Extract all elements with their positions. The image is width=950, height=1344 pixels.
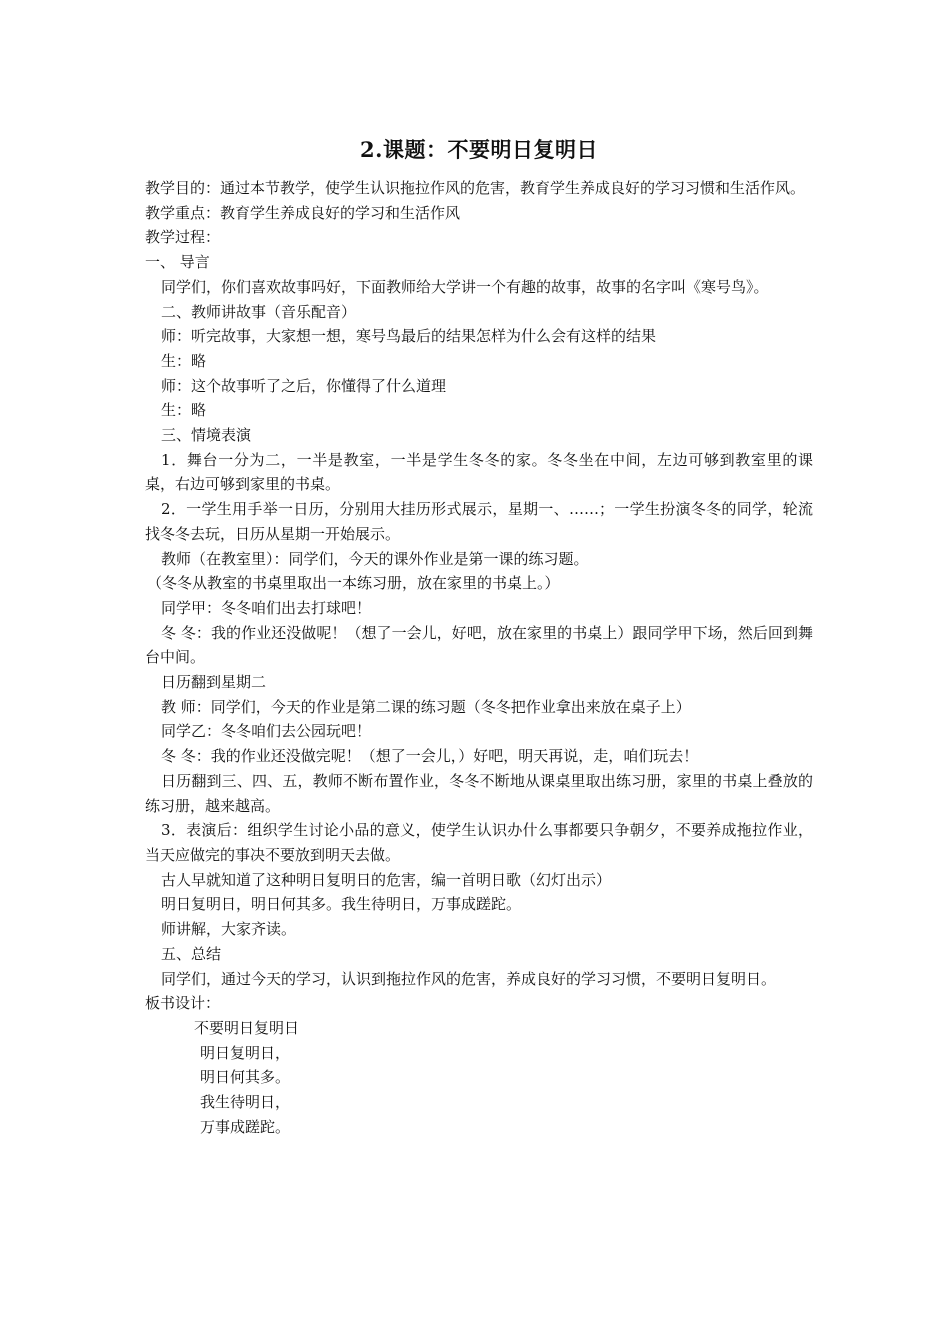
poem-intro: 古人早就知道了这种明日复明日的危害，编一首明日歌（幻灯出示） [161, 870, 612, 889]
board-line: 明日何其多。 [200, 1068, 291, 1087]
teacher-line-2: 教 师：同学们，今天的作业是第二课的练习题（冬冬把作业拿出来放在桌子上） [161, 697, 691, 716]
teaching-purpose: 教学目的：通过本节教学，使学生认识拖拉作风的危害，教育学生养成良好的学习习惯和生活作风。 [145, 179, 806, 197]
intro-paragraph: 同学们，你们喜欢故事吗好，下面教师给大学讲一个有趣的故事，故事的名字叫《寒号鸟》。 [161, 277, 769, 296]
document-title: 2.课题：不要明日复明日 [360, 137, 598, 162]
student-answer-1: 生：略 [161, 351, 207, 370]
performance-step-1: 1．舞台一分为二，一半是教室，一半是学生冬冬的家。冬冬坐在中间，左边可够到教室里的课桌，右边可够到家里的书桌。 [145, 450, 813, 494]
board-line: 明日复明日， [200, 1043, 291, 1062]
dongdong-line-2: 冬 冬：我的作业还没做完呢！（想了一会儿，）好吧，明天再说，走，咱们玩去！ [161, 747, 699, 766]
section-heading-performance: 三、情境表演 [161, 426, 252, 445]
board-line: 万事成蹉跎。 [200, 1117, 291, 1136]
teacher-line-1: 教师（在教室里）：同学们，今天的课外作业是第一课的练习题。 [161, 549, 589, 568]
student-answer-2: 生：略 [161, 401, 207, 420]
calendar-later-days: 日历翻到三、四、五，教师不断布置作业，冬冬不断地从课桌里取出练习册，家里的书桌上叠放的练习册，越来越高。 [145, 771, 813, 815]
section-heading-story: 二、教师讲故事（音乐配音） [161, 302, 357, 321]
teaching-focus: 教学重点：教育学生养成良好的学习和生活作风 [145, 203, 461, 222]
board-title: 不要明日复明日 [194, 1018, 300, 1037]
board-design [145, 1016, 813, 1140]
teacher-question-1: 师：听完故事，大家想一想，寒号鸟最后的结果怎样为什么会有这样的结果 [161, 327, 657, 346]
board-design-heading: 板书设计： [145, 994, 221, 1013]
teaching-process-heading: 教学过程： [145, 228, 221, 247]
summary-paragraph: 同学们，通过今天的学习，认识到拖拉作风的危害，养成良好的学习习惯，不要明日复明日。 [161, 969, 777, 988]
stage-direction-1: （冬冬从教室的书桌里取出一本练习册，放在家里的书桌上。） [147, 574, 560, 593]
document-page [145, 134, 813, 1139]
calendar-tuesday: 日历翻到星期二 [161, 673, 267, 692]
classmate-a-line: 同学甲：冬冬咱们出去打球吧！ [161, 598, 372, 617]
performance-step-2: 2．一学生用手举一日历，分别用大挂历形式展示，星期一、……；一学生扮演冬冬的同学，轮流找冬冬去玩，日历从星期一开始展示。 [145, 500, 813, 543]
section-heading-intro: 一、 导言 [145, 253, 210, 272]
teacher-question-2: 师：这个故事听了之后，你懂得了什么道理 [161, 376, 447, 395]
dongdong-line-1: 冬 冬：我的作业还没做呢！（想了一会儿，好吧，放在家里的书桌上）跟同学甲下场，然后回到舞台中间。 [145, 623, 813, 667]
poem-text: 明日复明日，明日何其多。我生待明日，万事成蹉跎。 [161, 895, 522, 914]
board-line: 我生待明日， [200, 1093, 291, 1112]
teacher-explains: 师讲解，大家齐读。 [161, 920, 297, 939]
performance-step-3: 3．表演后：组织学生讨论小品的意义，使学生认识办什么事都要只争朝夕，不要养成拖拉作业，当天应做完的事决不要放到明天去做。 [145, 821, 813, 864]
classmate-b-line: 同学乙：冬冬咱们去公园玩吧！ [161, 722, 372, 741]
section-heading-summary: 五、总结 [161, 944, 222, 963]
